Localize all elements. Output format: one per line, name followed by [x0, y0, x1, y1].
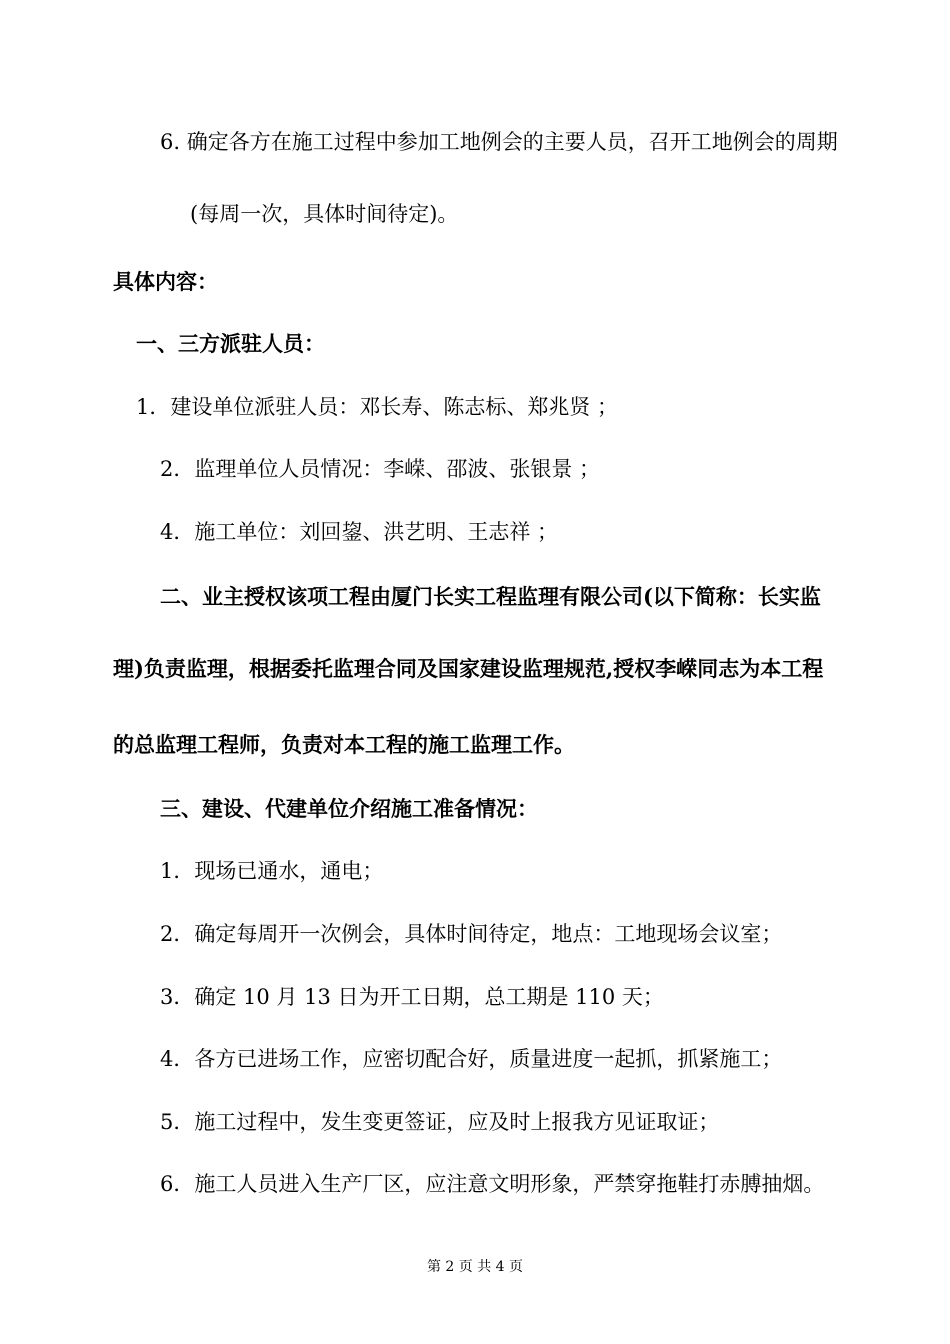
section1-item: 4．施工单位：刘回鋆、洪艺明、王志祥 ；	[160, 520, 559, 544]
section2-line: 的总监理工程师，负责对本工程的施工监理工作。	[113, 732, 575, 757]
section3-item: 5．施工过程中，发生变更签证，应及时上报我方见证取证；	[160, 1110, 720, 1134]
section1-item: 1．建设单位派驻人员：邓长寿、陈志标、郑兆贤 ；	[136, 395, 619, 419]
content-heading: 具体内容：	[113, 269, 218, 294]
intro-item6-line2: (每周一次，具体时间待定)。	[190, 202, 459, 226]
section3-item: 6．施工人员进入生产厂区，应注意文明形象，严禁穿拖鞋打赤膊抽烟。	[160, 1172, 825, 1196]
section2-line: 二、业主授权该项工程由厦门长实工程监理有限公司(以下简称：长实监	[160, 584, 821, 609]
section3-item: 1．现场已通水，通电；	[160, 859, 384, 883]
page-footer: 第 2 页 共 4 页	[426, 1259, 524, 1275]
section1-item: 2．监理单位人员情况：李嵘、邵波、张银景 ；	[160, 457, 601, 481]
section3-item: 3．确定 10 月 13 日为开工日期，总工期是 110 天；	[160, 985, 664, 1009]
section3-item: 4．各方已进场工作，应密切配合好，质量进度一起抓，抓紧施工；	[160, 1047, 783, 1071]
section3-item: 2．确定每周开一次例会，具体时间待定，地点：工地现场会议室；	[160, 922, 783, 946]
section2-line: 理)负责监理，根据委托监理合同及国家建设监理规范,授权李嵘同志为本工程	[113, 656, 824, 681]
section3-heading: 三、建设、代建单位介绍施工准备情况：	[160, 796, 538, 821]
section1-heading: 一、三方派驻人员：	[136, 331, 325, 356]
intro-item6-line1: 6. 确定各方在施工过程中参加工地例会的主要人员，召开工地例会的周期	[160, 130, 838, 154]
